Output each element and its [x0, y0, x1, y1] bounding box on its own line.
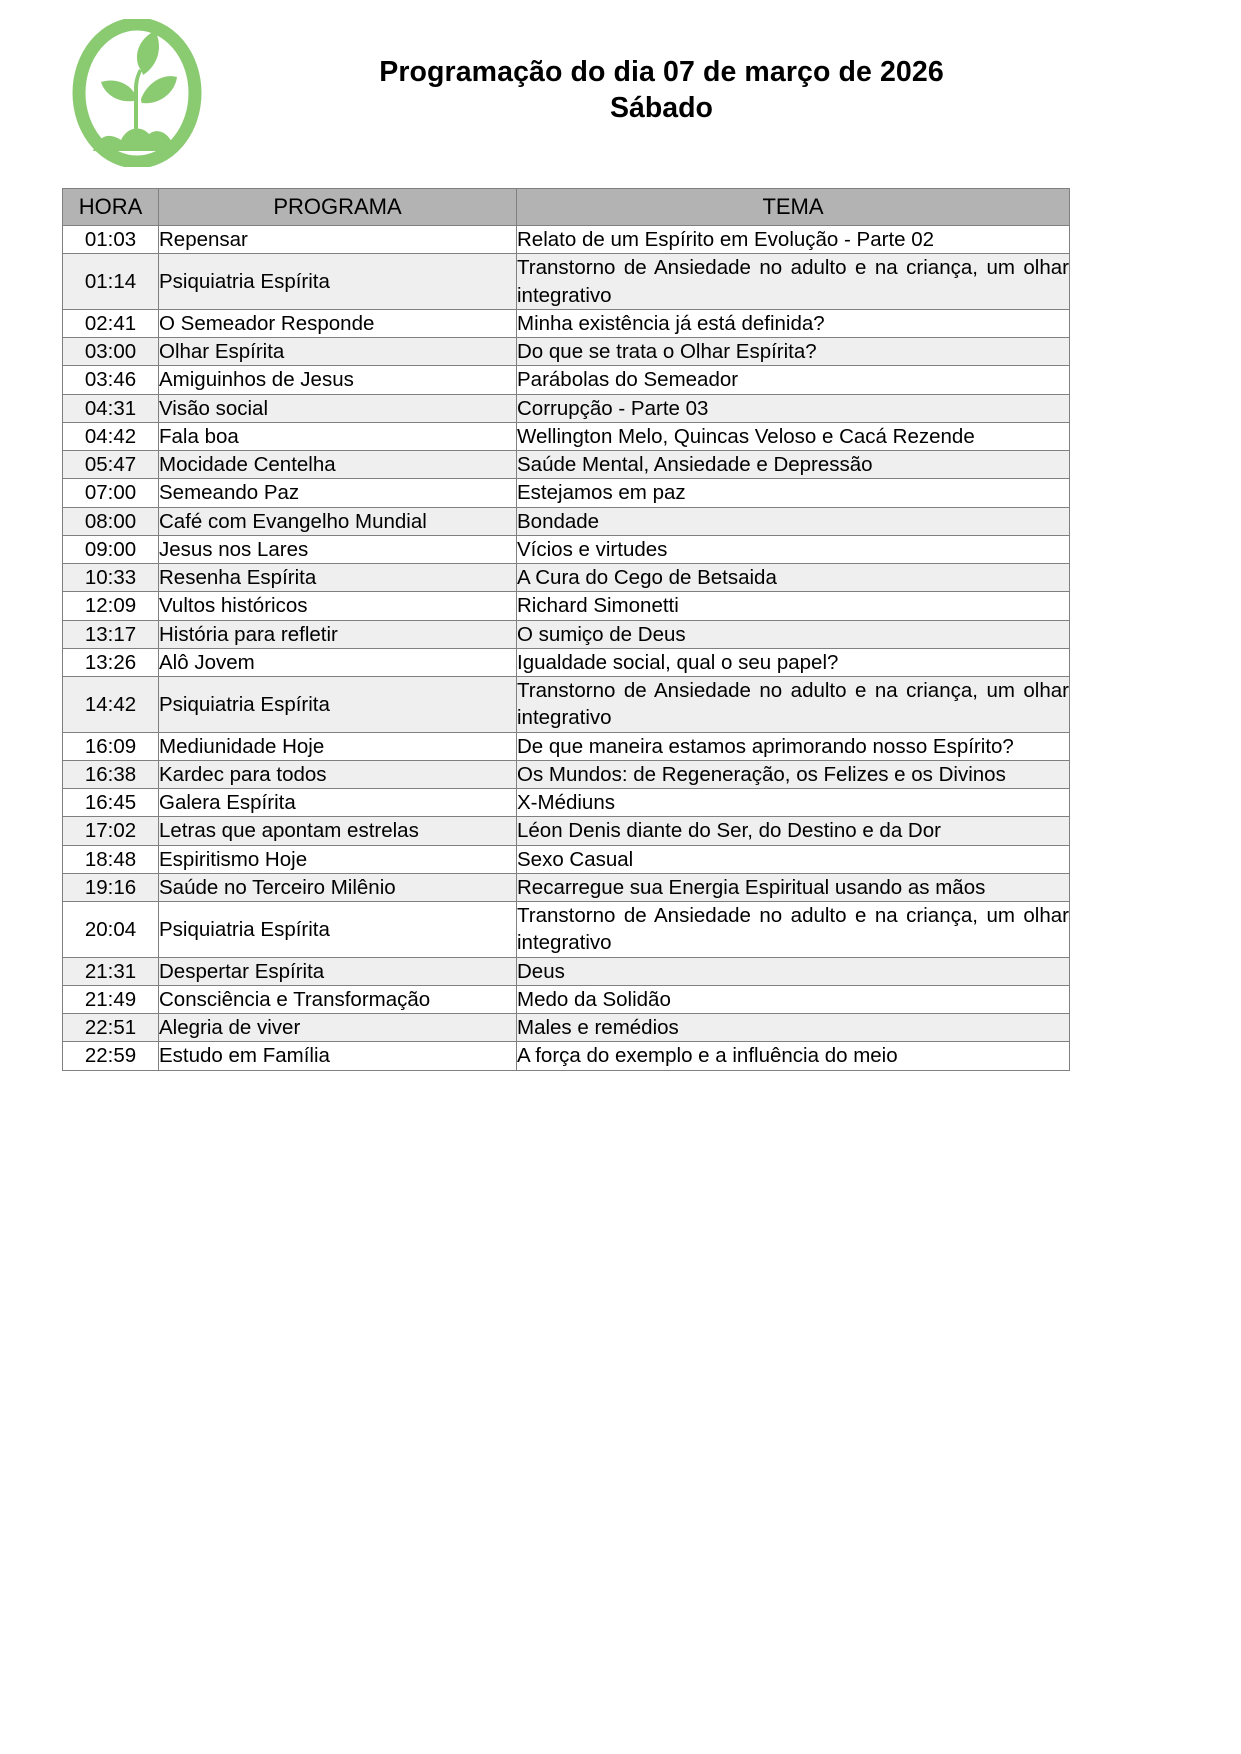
cell-hora: 20:04: [63, 902, 159, 958]
table-row: [63, 902, 1070, 958]
schedule-table: [62, 188, 1070, 1071]
cell-programa: Amiguinhos de Jesus: [159, 366, 517, 394]
cell-programa: Psiquiatria Espírita: [159, 677, 517, 733]
cell-hora: 12:09: [63, 592, 159, 620]
cell-hora: 10:33: [63, 564, 159, 592]
cell-hora: 01:14: [63, 254, 159, 310]
cell-hora: 05:47: [63, 451, 159, 479]
column-header-hora: HORA: [63, 189, 159, 226]
cell-hora: 04:42: [63, 422, 159, 450]
table-row: [63, 592, 1070, 620]
table-row: [63, 873, 1070, 901]
cell-programa: Estudo em Família: [159, 1042, 517, 1070]
table-row: [63, 1042, 1070, 1070]
cell-programa: Jesus nos Lares: [159, 535, 517, 563]
cell-hora: 07:00: [63, 479, 159, 507]
cell-programa: Galera Espírita: [159, 789, 517, 817]
cell-tema: Léon Denis diante do Ser, do Destino e da Dor: [517, 817, 1070, 845]
cell-programa: Letras que apontam estrelas: [159, 817, 517, 845]
table-row: [63, 789, 1070, 817]
cell-hora: 04:31: [63, 394, 159, 422]
table-row: [63, 366, 1070, 394]
cell-hora: 02:41: [63, 309, 159, 337]
cell-programa: Vultos históricos: [159, 592, 517, 620]
cell-programa: O Semeador Responde: [159, 309, 517, 337]
table-row: [63, 226, 1070, 254]
cell-hora: 13:26: [63, 648, 159, 676]
table-row: [63, 535, 1070, 563]
cell-tema: Do que se trata o Olhar Espírita?: [517, 338, 1070, 366]
table-row: [63, 1014, 1070, 1042]
table-row: [63, 760, 1070, 788]
cell-programa: Mediunidade Hoje: [159, 732, 517, 760]
cell-tema: Estejamos em paz: [517, 479, 1070, 507]
cell-hora: 13:17: [63, 620, 159, 648]
table-row: [63, 677, 1070, 733]
cell-tema: Wellington Melo, Quincas Veloso e Cacá Rezende: [517, 422, 1070, 450]
cell-programa: Kardec para todos: [159, 760, 517, 788]
cell-tema: De que maneira estamos aprimorando nosso Espírito?: [517, 732, 1070, 760]
cell-programa: Olhar Espírita: [159, 338, 517, 366]
table-body: [63, 226, 1070, 1071]
table-row: [63, 817, 1070, 845]
cell-hora: 09:00: [63, 535, 159, 563]
cell-hora: 22:51: [63, 1014, 159, 1042]
table-row: [63, 422, 1070, 450]
page-title-line1: Programação do dia 07 de março de 2026: [379, 56, 944, 88]
cell-tema: Corrupção - Parte 03: [517, 394, 1070, 422]
cell-programa: História para refletir: [159, 620, 517, 648]
cell-tema: Minha existência já está definida?: [517, 309, 1070, 337]
cell-programa: Saúde no Terceiro Milênio: [159, 873, 517, 901]
cell-hora: 16:38: [63, 760, 159, 788]
cell-tema: Sexo Casual: [517, 845, 1070, 873]
cell-hora: 22:59: [63, 1042, 159, 1070]
table-row: [63, 732, 1070, 760]
cell-hora: 21:49: [63, 985, 159, 1013]
schedule-table-wrapper: [62, 188, 1069, 1071]
table-row: [63, 254, 1070, 310]
cell-hora: 19:16: [63, 873, 159, 901]
cell-programa: Alegria de viver: [159, 1014, 517, 1042]
cell-tema: Transtorno de Ansiedade no adulto e na criança, um olhar integrativo: [517, 902, 1070, 958]
cell-tema: Richard Simonetti: [517, 592, 1070, 620]
cell-programa: Psiquiatria Espírita: [159, 254, 517, 310]
cell-hora: 18:48: [63, 845, 159, 873]
table-row: [63, 648, 1070, 676]
table-row: [63, 564, 1070, 592]
table-row: [63, 394, 1070, 422]
table-row: [63, 845, 1070, 873]
cell-hora: 17:02: [63, 817, 159, 845]
cell-tema: A força do exemplo e a influência do meio: [517, 1042, 1070, 1070]
cell-tema: A Cura do Cego de Betsaida: [517, 564, 1070, 592]
table-row: [63, 620, 1070, 648]
cell-tema: Relato de um Espírito em Evolução - Parte 02: [517, 226, 1070, 254]
cell-programa: Fala boa: [159, 422, 517, 450]
cell-hora: 08:00: [63, 507, 159, 535]
cell-tema: Vícios e virtudes: [517, 535, 1070, 563]
table-header: [63, 189, 1070, 226]
cell-programa: Resenha Espírita: [159, 564, 517, 592]
cell-hora: 01:03: [63, 226, 159, 254]
table-row: [63, 451, 1070, 479]
cell-hora: 03:00: [63, 338, 159, 366]
cell-hora: 16:45: [63, 789, 159, 817]
page-title-line2: Sábado: [610, 92, 713, 125]
seedling-logo: [62, 18, 212, 168]
cell-programa: Semeando Paz: [159, 479, 517, 507]
column-header-tema: TEMA: [517, 189, 1070, 226]
cell-hora: 21:31: [63, 957, 159, 985]
cell-programa: Psiquiatria Espírita: [159, 902, 517, 958]
page-title: [212, 18, 1241, 127]
cell-programa: Espiritismo Hoje: [159, 845, 517, 873]
table-row: [63, 338, 1070, 366]
table-row: [63, 479, 1070, 507]
page-header: [0, 0, 1241, 160]
cell-hora: 03:46: [63, 366, 159, 394]
cell-programa: Repensar: [159, 226, 517, 254]
column-header-programa: PROGRAMA: [159, 189, 517, 226]
table-header-row: [63, 189, 1070, 226]
cell-programa: Mocidade Centelha: [159, 451, 517, 479]
cell-programa: Alô Jovem: [159, 648, 517, 676]
cell-tema: Recarregue sua Energia Espiritual usando as mãos: [517, 873, 1070, 901]
table-row: [63, 309, 1070, 337]
table-row: [63, 507, 1070, 535]
cell-programa: Visão social: [159, 394, 517, 422]
cell-tema: Transtorno de Ansiedade no adulto e na criança, um olhar integrativo: [517, 254, 1070, 310]
cell-programa: Despertar Espírita: [159, 957, 517, 985]
cell-tema: Deus: [517, 957, 1070, 985]
cell-tema: Saúde Mental, Ansiedade e Depressão: [517, 451, 1070, 479]
cell-tema: Parábolas do Semeador: [517, 366, 1070, 394]
cell-tema: Transtorno de Ansiedade no adulto e na criança, um olhar integrativo: [517, 677, 1070, 733]
cell-tema: Os Mundos: de Regeneração, os Felizes e os Divinos: [517, 760, 1070, 788]
cell-tema: Medo da Solidão: [517, 985, 1070, 1013]
cell-programa: Consciência e Transformação: [159, 985, 517, 1013]
table-row: [63, 985, 1070, 1013]
cell-tema: X-Médiuns: [517, 789, 1070, 817]
cell-tema: O sumiço de Deus: [517, 620, 1070, 648]
cell-tema: Bondade: [517, 507, 1070, 535]
cell-programa: Café com Evangelho Mundial: [159, 507, 517, 535]
cell-hora: 14:42: [63, 677, 159, 733]
cell-tema: Igualdade social, qual o seu papel?: [517, 648, 1070, 676]
cell-tema: Males e remédios: [517, 1014, 1070, 1042]
cell-hora: 16:09: [63, 732, 159, 760]
table-row: [63, 957, 1070, 985]
